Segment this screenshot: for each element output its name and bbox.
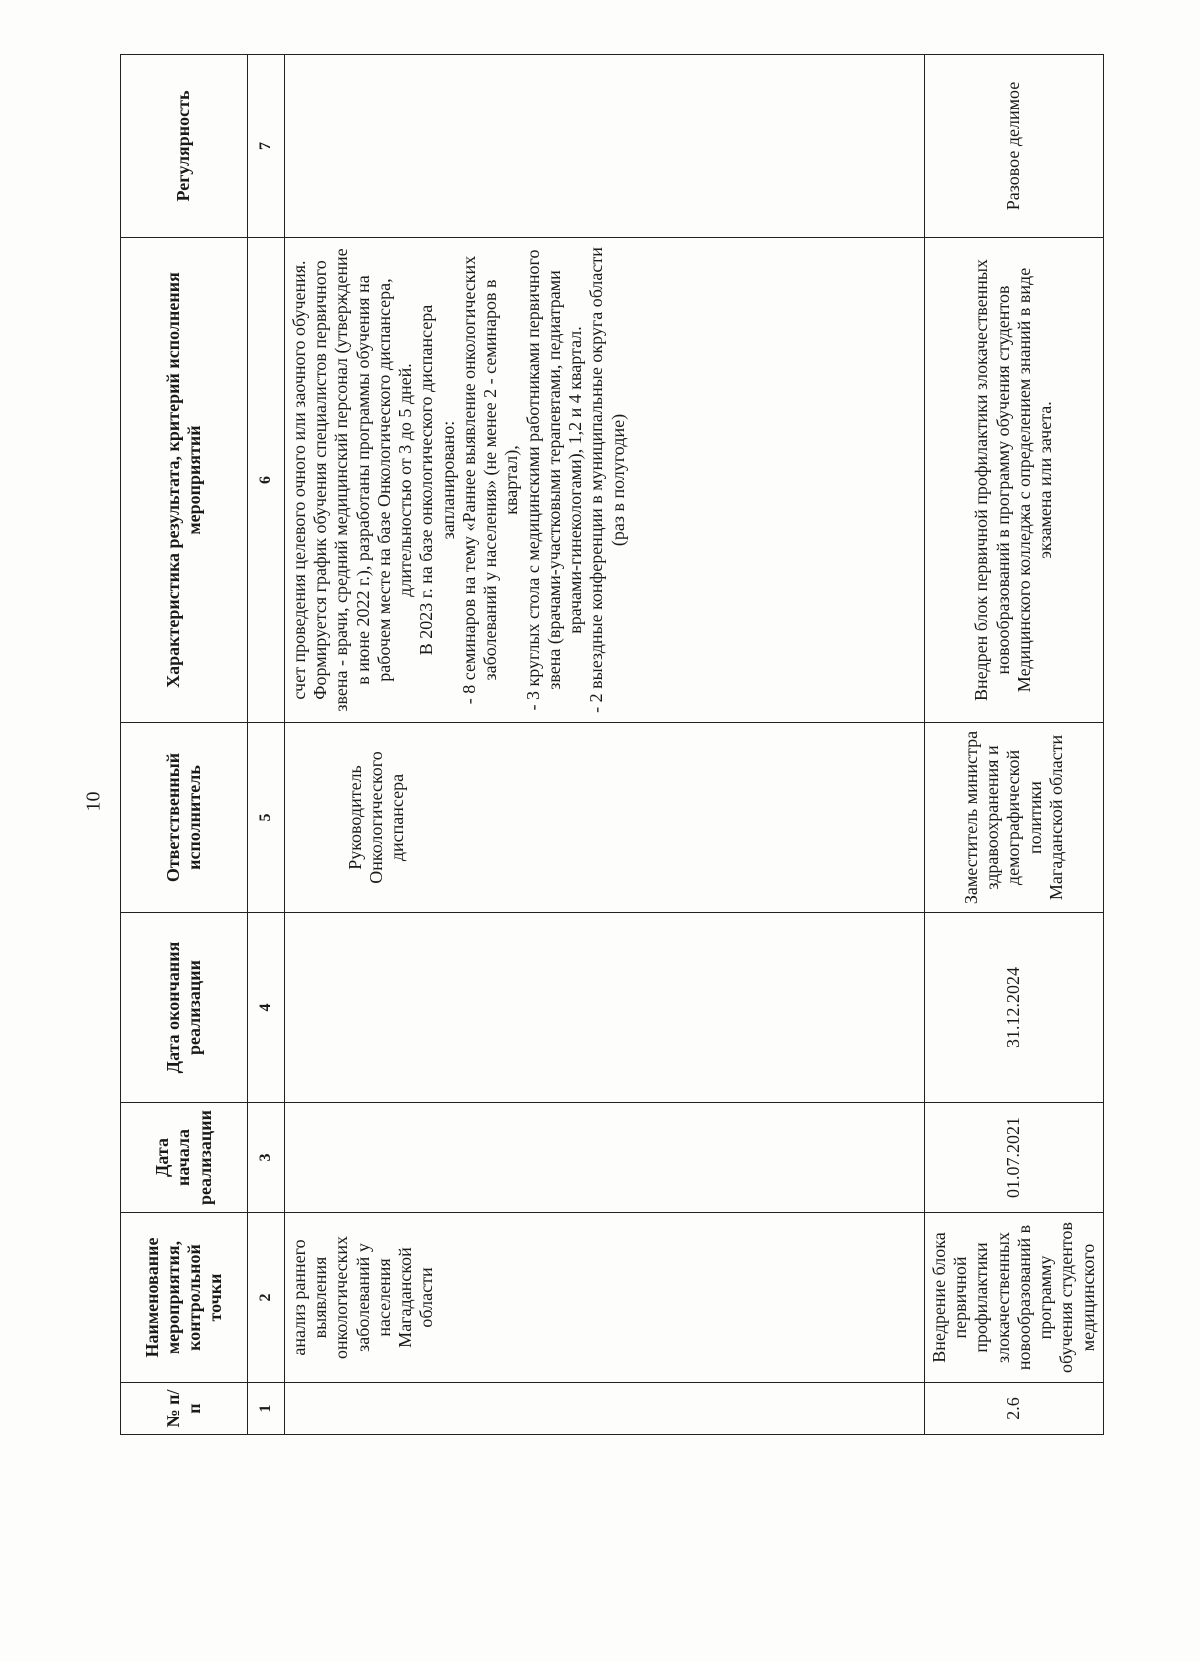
row-start-date [285,1103,925,1213]
row-result: Внедрен блок первичной профилактики злокачественных новообразований в программу обучения студентов Медицинского колледжа с определением знаний в виде экзамена или зачета. [925,238,1104,723]
row-event-name: Внедрение блока первичной профилактики злокачественных новообразований в программу обучения студентов медицинского [925,1213,1104,1383]
row-end-date [285,913,925,1103]
col-header-regularity: Регулярность [121,55,248,238]
column-number: 5 [248,723,285,913]
column-number: 6 [248,238,285,723]
result-line: В 2023 г. на базе онкологического диспансера запланировано: [416,304,458,656]
column-number: 1 [248,1383,285,1435]
plan-table [120,54,1104,1435]
row-end-date: 31.12.2024 [925,913,1104,1103]
col-header-number: № п/п [121,1383,248,1435]
row-regularity [285,55,925,238]
row-number [285,1383,925,1435]
column-number: 3 [248,1103,285,1213]
column-number: 7 [248,55,285,238]
column-number-row [248,55,285,1435]
col-header-start-date: Дата начала реализации [121,1103,248,1213]
col-header-result: Характеристика результата, критерий исполнения мероприятий [121,238,248,723]
row-regularity: Разовое делимое [925,55,1104,238]
plan-table-container [120,55,1098,1435]
table-row [925,55,1104,1435]
col-header-responsible: Ответственный исполнитель [121,723,248,913]
col-header-name: Наименование мероприятия, контрольной точки [121,1213,248,1383]
row-event-name: анализ раннего выявления онкологических заболеваний у населения Магаданской области [285,1213,925,1383]
result-line: - 8 семинаров на тему «Раннее выявление онкологических заболеваний у населения» (не менее 2 - семинаров в квартал), [458,255,522,705]
row-number: 2.6 [925,1383,1104,1435]
row-responsible: Заместитель министра здравоохранения и демографической политики Магаданской области [925,723,1104,913]
col-header-end-date: Дата окончания реализации [121,913,248,1103]
page-number: 10 [82,791,105,812]
result-line: счет проведения целевого очного или заочного обучения. Формируется график обучения специалистов первичного звена - врачи, средний медицинский персонал (утверждение в июне 2022 г.), разработаны программы обучения на рабочем месте на базе Онкологического диспансера, длительностью от 3 до 5 дней. [289,248,416,712]
row-result [285,238,925,723]
column-number: 4 [248,913,285,1103]
table-row [285,55,925,1435]
row-responsible: Руководитель Онкологического диспансера [285,723,925,913]
table-header-row [121,55,248,1435]
column-number: 2 [248,1213,285,1383]
row-start-date: 01.07.2021 [925,1103,1104,1213]
result-line: - 2 выездные конференции в муниципальные округа области (раз в полугодие) [586,247,628,713]
result-line: - 3 круглых стола с медицинскими работниками первичного звена (врачами-участковыми терапевтами, педиатрами врачами-гинекологами), 1,2 и 4 квартал. [522,249,586,711]
